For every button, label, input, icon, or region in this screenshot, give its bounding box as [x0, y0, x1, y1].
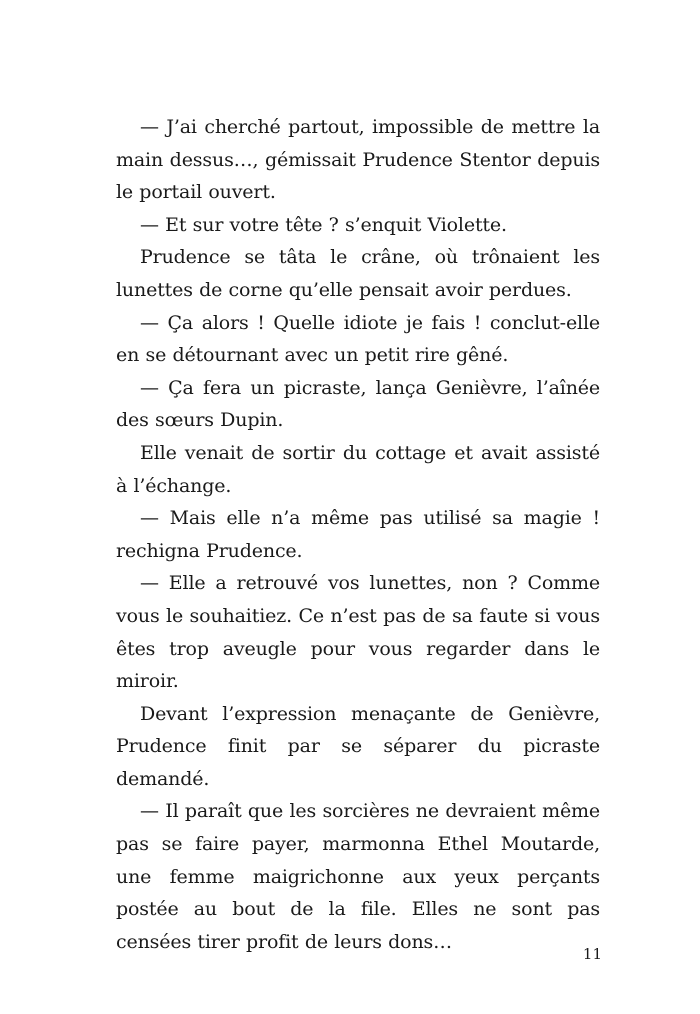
paragraph: — Ça alors ! Quelle idiote je fais ! conclut-elle en se détournant avec un petit rire gêné. — [116, 311, 600, 367]
paragraph: — Et sur votre tête ? s’enquit Violette. — [140, 213, 507, 236]
paragraph: Devant l’expression menaçante de Genièvre, Prudence finit par se séparer du picraste demandé. — [116, 702, 600, 790]
paragraph: — Elle a retrouvé vos lunettes, non ? Comme vous le souhaitiez. Ce n’est pas de sa faute si vous êtes trop aveugle pour vous regarder dans le miroir. — [116, 572, 600, 693]
page-number: 11 — [582, 945, 602, 963]
paragraph: — Ça fera un picraste, lança Genièvre, l’aînée des sœurs Dupin. — [116, 376, 600, 432]
paragraph: Prudence se tâta le crâne, où trônaient les lunettes de corne qu’elle pensait avoir perdues. — [116, 246, 600, 301]
paragraph: Elle venait de sortir du cottage et avait assisté à l’échange. — [116, 441, 600, 497]
paragraph: — J’ai cherché partout, impossible de mettre la main dessus…, gémissait Prudence Stentor depuis le portail ouvert. — [116, 116, 600, 204]
paragraph: — Il paraît que les sorcières ne devraient même pas se faire payer, marmonna Ethel Moutarde, une femme maigrichonne aux yeux perçants postée au bout de la file. Elles ne sont pas censées tirer profit de leurs dons… — [116, 800, 600, 953]
body-text — [116, 111, 600, 958]
paragraph: — Mais elle n’a même pas utilisé sa magie ! rechigna Prudence. — [116, 507, 600, 562]
